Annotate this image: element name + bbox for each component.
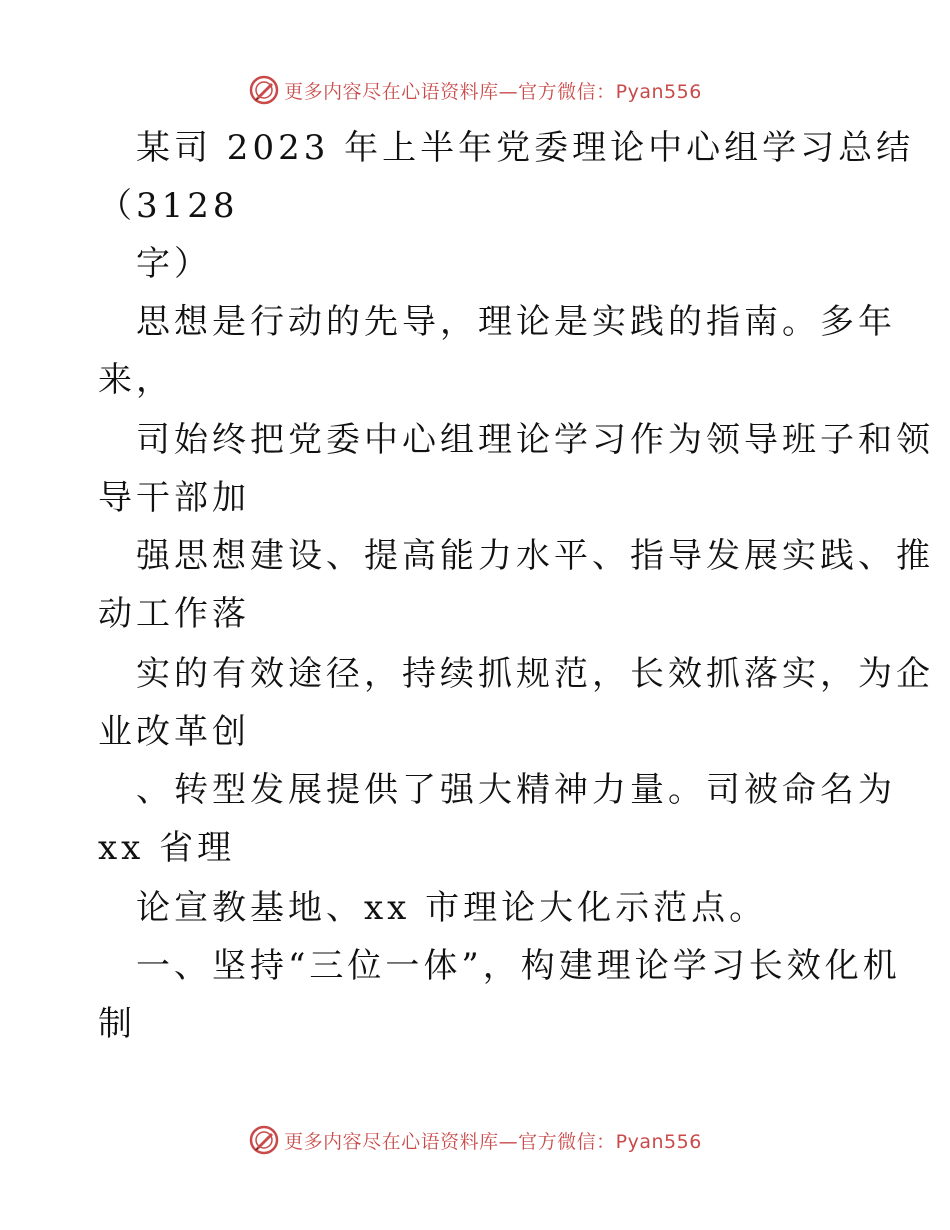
doc-title-line-2: （3128 — [98, 186, 239, 226]
footer-watermark — [0, 1120, 950, 1160]
doc-paragraph-line: 业改革创 — [98, 712, 250, 752]
watermark-text: 更多内容尽在心语资料库—官方微信：Pyan556 — [284, 80, 702, 103]
doc-paragraph-line: xx 省理 — [98, 828, 236, 868]
header-watermark — [0, 70, 950, 110]
doc-paragraph-line: 司始终把党委中心组理论学习作为领导班子和领 — [136, 420, 934, 460]
doc-paragraph-line: 导干部加 — [98, 478, 250, 518]
doc-paragraph-line: 论宣教基地、xx 市理论大化示范点。 — [136, 888, 768, 928]
doc-section-heading: 制 — [98, 1004, 136, 1044]
watermark-text: 更多内容尽在心语资料库—官方微信：Pyan556 — [284, 1130, 702, 1153]
doc-section-heading: 一、坚持“三位一体”，构建理论学习长效化机 — [136, 946, 901, 986]
doc-paragraph-line: 思想是行动的先导，理论是实践的指南。多年 — [136, 302, 896, 342]
doc-paragraph-line: 动工作落 — [98, 594, 250, 634]
doc-paragraph-line: 、转型发展提供了强大精神力量。司被命名为 — [136, 770, 896, 810]
pen-logo-icon — [248, 74, 280, 106]
doc-title-line-1: 某司 2023 年上半年党委理论中心组学习总结 — [136, 128, 915, 168]
doc-paragraph-line: 强思想建设、提高能力水平、指导发展实践、推 — [136, 536, 934, 576]
pen-logo-icon — [248, 1124, 280, 1156]
doc-title-line-3: 字） — [136, 244, 212, 284]
doc-paragraph-line: 来， — [98, 360, 174, 400]
doc-paragraph-line: 实的有效途径，持续抓规范，长效抓落实，为企 — [136, 654, 934, 694]
